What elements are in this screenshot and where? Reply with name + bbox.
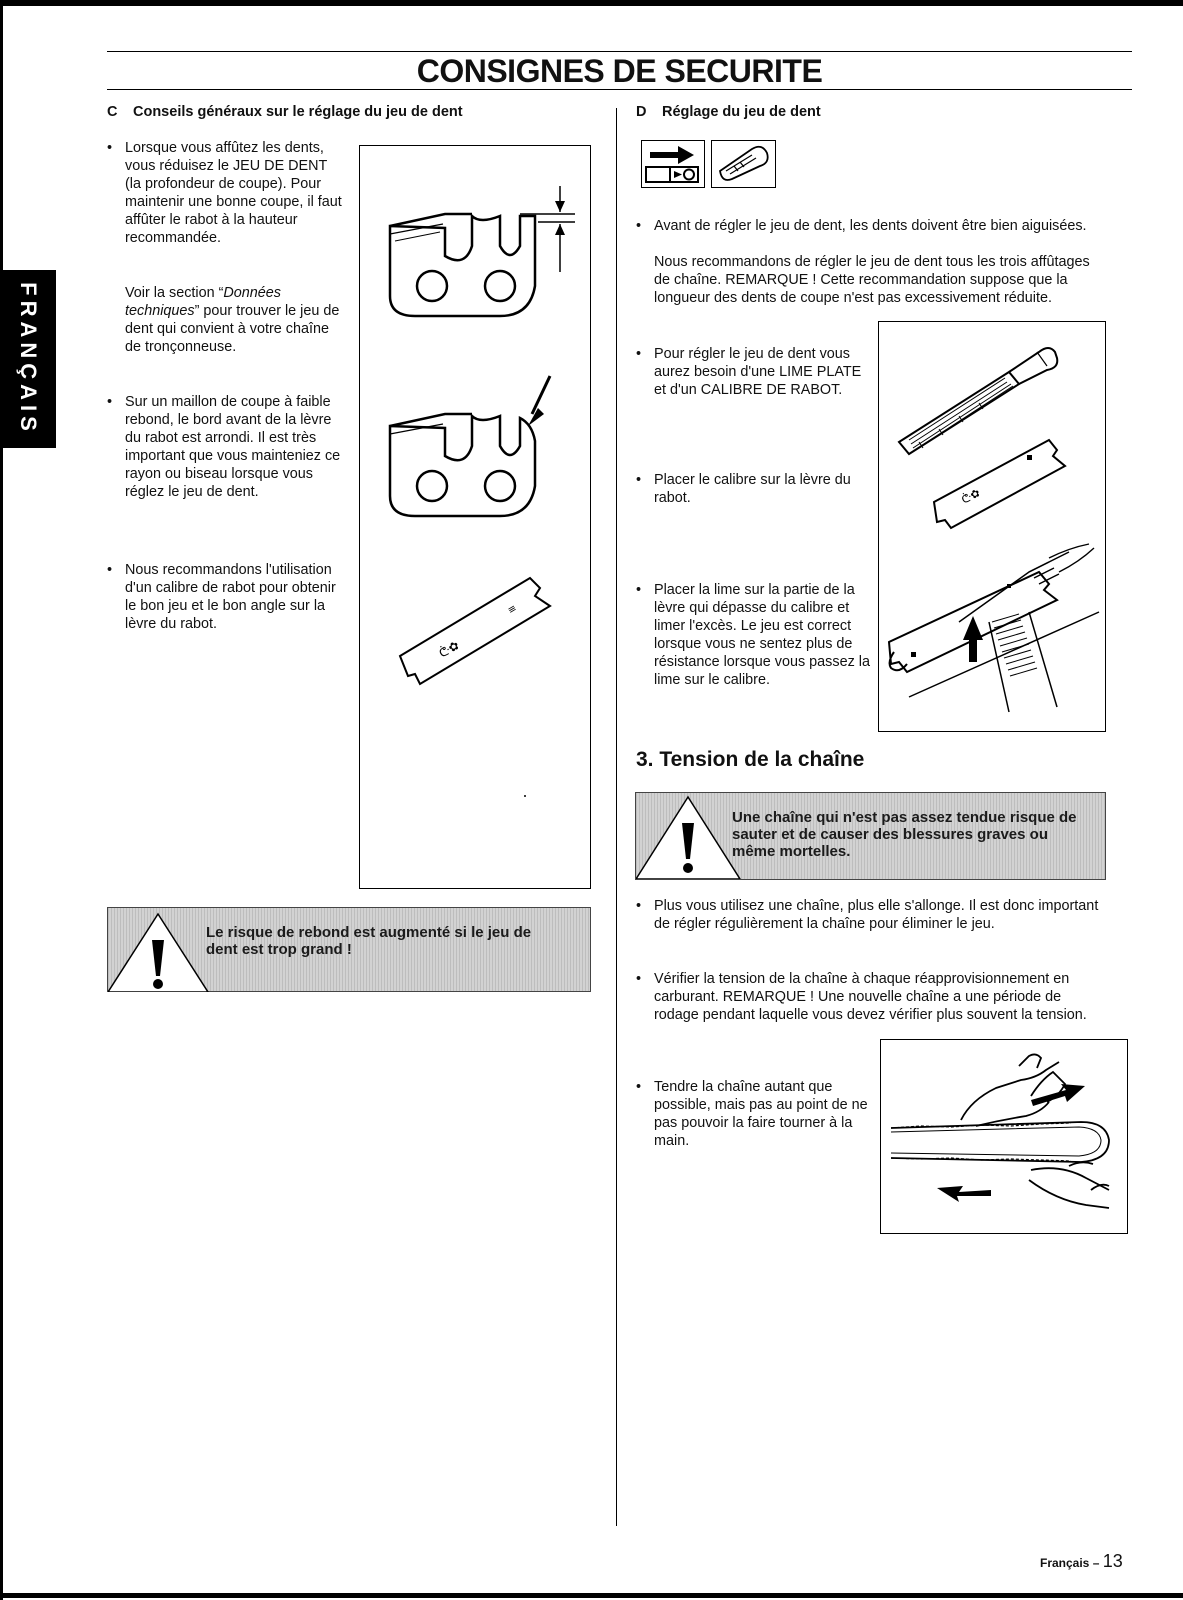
- right-bullet-3: • Placer le calibre sur la lèvre du rabot.: [636, 471, 870, 507]
- section-c-heading: [107, 104, 463, 120]
- left-figure-box: [359, 145, 591, 889]
- right-figure-box: [878, 321, 1106, 732]
- left-bullet-3: • Nous recommandons l'utilisation d'un calibre de rabot pour obtenir le bon jeu et le bon angle sur la lèvre du rabot.: [107, 561, 347, 633]
- title-rule-bottom: [107, 89, 1132, 90]
- right-bullet-7: • Tendre la chaîne autant que possible, mais pas au point de ne pas pouvoir la faire tourner à la main.: [636, 1078, 870, 1150]
- page-number: 13: [1102, 1551, 1123, 1571]
- svg-text:≡: ≡: [506, 602, 519, 617]
- svg-text:ᕩ✿: ᕩ✿: [959, 486, 983, 507]
- left-border: [0, 0, 3, 1600]
- svg-text:ᕩ✿: ᕩ✿: [436, 638, 462, 661]
- language-tab: [0, 270, 56, 448]
- right-para-1: Nous recommandons de régler le jeu de dent tous les trois affûtages de chaîne. REMARQUE ! Cette recommandation suppose que la longueur des dents de coupe n'est pas excessivement réduite.: [654, 254, 1090, 306]
- cutter-tooth-icon: [360, 146, 592, 890]
- depth-gauge-setting-icon: [641, 140, 705, 188]
- voir-prefix: Voir la section “: [125, 285, 224, 301]
- bottom-border: [0, 1593, 1183, 1598]
- left-para-voir: [125, 284, 347, 356]
- section-c-title: Conseils généraux sur le réglage du jeu de dent: [133, 104, 463, 120]
- left-bullet-2: • Sur un maillon de coupe à faible rebond, le bord avant de la lèvre du rabot est arrondi. Il est très important que vous mainteniez ce rayon ou biseau lorsque vous réglez le jeu de dent.: [107, 393, 347, 501]
- language-tab-label: FRANÇAIS: [16, 282, 42, 436]
- filing-illustration: [879, 322, 1107, 733]
- hands-chain-illustration: [881, 1040, 1127, 1233]
- section-d-title: Réglage du jeu de dent: [662, 104, 821, 120]
- chain-tension-warning: [635, 792, 1106, 880]
- section-d-letter: D: [636, 104, 647, 120]
- right-bullet-6: • Vérifier la tension de la chaîne à chaque réapprovisionnement en carburant. REMARQUE ! Une nouvelle chaîne a une période de rodage pendant laquelle vous devez vérifier plus souvent la tension.: [636, 970, 1106, 1024]
- top-border: [0, 0, 1183, 6]
- chain-tension-figure: [880, 1039, 1128, 1234]
- section-c-letter: C: [107, 104, 118, 120]
- right-bullet-5: • Plus vous utilisez une chaîne, plus elle s'allonge. Il est donc important de régler régulièrement la chaîne pour éliminer le jeu.: [636, 897, 1106, 933]
- rebound-warning-text: Le risque de rebond est augmenté si le jeu de dent est trop grand !: [206, 924, 532, 958]
- column-divider: [616, 108, 617, 1526]
- warning-triangle-icon: [108, 908, 218, 992]
- right-bullet-1: • Avant de régler le jeu de dent, les dents doivent être bien aiguisées.: [636, 217, 1106, 235]
- chain-tension-warning-text: Une chaîne qui n'est pas assez tendue risque de sauter et de causer des blessures graves ou même mortelles.: [732, 809, 1077, 860]
- page-title: CONSIGNES DE SECURITE: [416, 53, 823, 89]
- warning-triangle-icon: [636, 793, 746, 879]
- title-rule-top: [107, 51, 1132, 52]
- page-footer: [1040, 1551, 1123, 1572]
- left-bullet-1: • Lorsque vous affûtez les dents, vous réduisez le JEU DE DENT (la profondeur de coupe). Pour maintenir une bonne coupe, il faut affûter le rabot à la hauteur recommandée.: [107, 139, 347, 247]
- section-3-title: 3. Tension de la chaîne: [636, 748, 865, 771]
- right-bullet-4: • Placer la lime sur la partie de la lèvre qui dépasse du calibre et limer l'excès. Le jeu est correct lorsque vous ne sentez plus de résistance lorsque vous passez la lime sur le calibre.: [636, 581, 870, 689]
- file-tool-icon: [711, 140, 776, 188]
- footer-label: Français –: [1040, 1556, 1100, 1570]
- voir-suffix: ” pour trouver le jeu de dent qui convient à votre chaîne de tronçonneuse.: [125, 303, 340, 355]
- right-bullet-2: • Pour régler le jeu de dent vous aurez besoin d'une LIME PLATE et d'un CALIBRE DE RABOT.: [636, 345, 870, 399]
- section-d-heading: [636, 104, 821, 120]
- voir-italic: Données techniques: [125, 285, 281, 319]
- rebound-warning: [107, 907, 591, 992]
